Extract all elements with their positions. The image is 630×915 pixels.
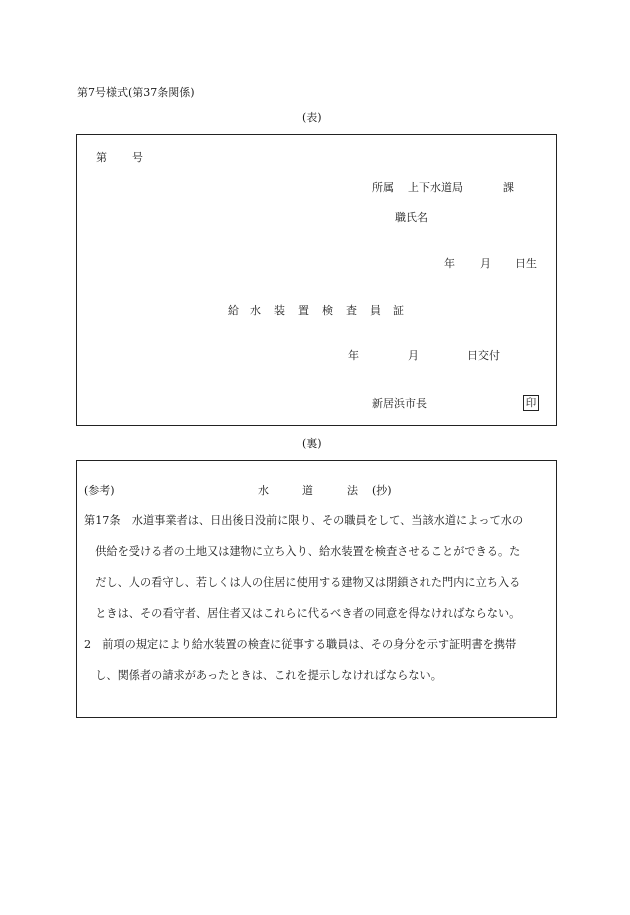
article-line: 第17条 水道事業者は、日出後日没前に限り、その職員をして、当該水道によって水の xyxy=(84,514,524,527)
certificate-title-char: 査 xyxy=(346,304,357,317)
article-line: 供給を受ける者の土地又は建物に立ち入り、給水装置を検査させることができる。た xyxy=(84,545,521,558)
name-label: 職氏名 xyxy=(395,211,428,224)
certificate-number-suffix: 号 xyxy=(132,151,143,164)
law-title-char: 法 xyxy=(347,484,358,497)
certificate-title-char: 置 xyxy=(298,304,309,317)
law-excerpt-note: (抄) xyxy=(372,484,392,497)
article-line: し、関係者の請求があったときは、これを提示しなければならない。 xyxy=(84,669,442,682)
form-title: 第7号様式(第37条関係) xyxy=(77,86,195,99)
certificate-title-char: 給 xyxy=(228,304,239,317)
issue-day-label: 日交付 xyxy=(467,349,500,362)
certificate-front xyxy=(76,134,557,426)
certificate-title-char: 水 xyxy=(250,304,261,317)
issuer-name: 新居浜市長 xyxy=(372,397,427,410)
back-side-label: (裏) xyxy=(302,437,322,450)
law-title-char: 水 xyxy=(258,484,269,497)
birth-day-label: 日生 xyxy=(515,257,537,270)
article-line: ときは、その看守者、居住者又はこれらに代るべき者の同意を得なければならない。 xyxy=(84,607,521,620)
affiliation-value: 上下水道局 xyxy=(408,181,463,194)
certificate-number-prefix: 第 xyxy=(96,151,107,164)
front-side-label: (表) xyxy=(302,111,322,124)
birth-month-label: 月 xyxy=(480,257,491,270)
official-seal-stamp: 印 xyxy=(523,395,539,411)
certificate-title-char: 検 xyxy=(322,304,333,317)
article-line: だし、人の看守し、若しくは人の住居に使用する建物又は閉鎖された門内に立ち入る xyxy=(84,576,521,589)
birth-year-label: 年 xyxy=(444,257,455,270)
certificate-title-char: 員 xyxy=(370,304,381,317)
certificate-title-char: 装 xyxy=(274,304,285,317)
certificate-title-char: 証 xyxy=(393,304,404,317)
issue-year-label: 年 xyxy=(348,349,359,362)
section-suffix: 課 xyxy=(503,181,514,194)
law-title-char: 道 xyxy=(302,484,313,497)
affiliation-label: 所属 xyxy=(372,181,394,194)
issue-month-label: 月 xyxy=(408,349,419,362)
reference-label: (参考) xyxy=(84,484,115,497)
article-line: 2 前項の規定により給水装置の検査に従事する職員は、その身分を示す証明書を携帯 xyxy=(84,638,517,651)
